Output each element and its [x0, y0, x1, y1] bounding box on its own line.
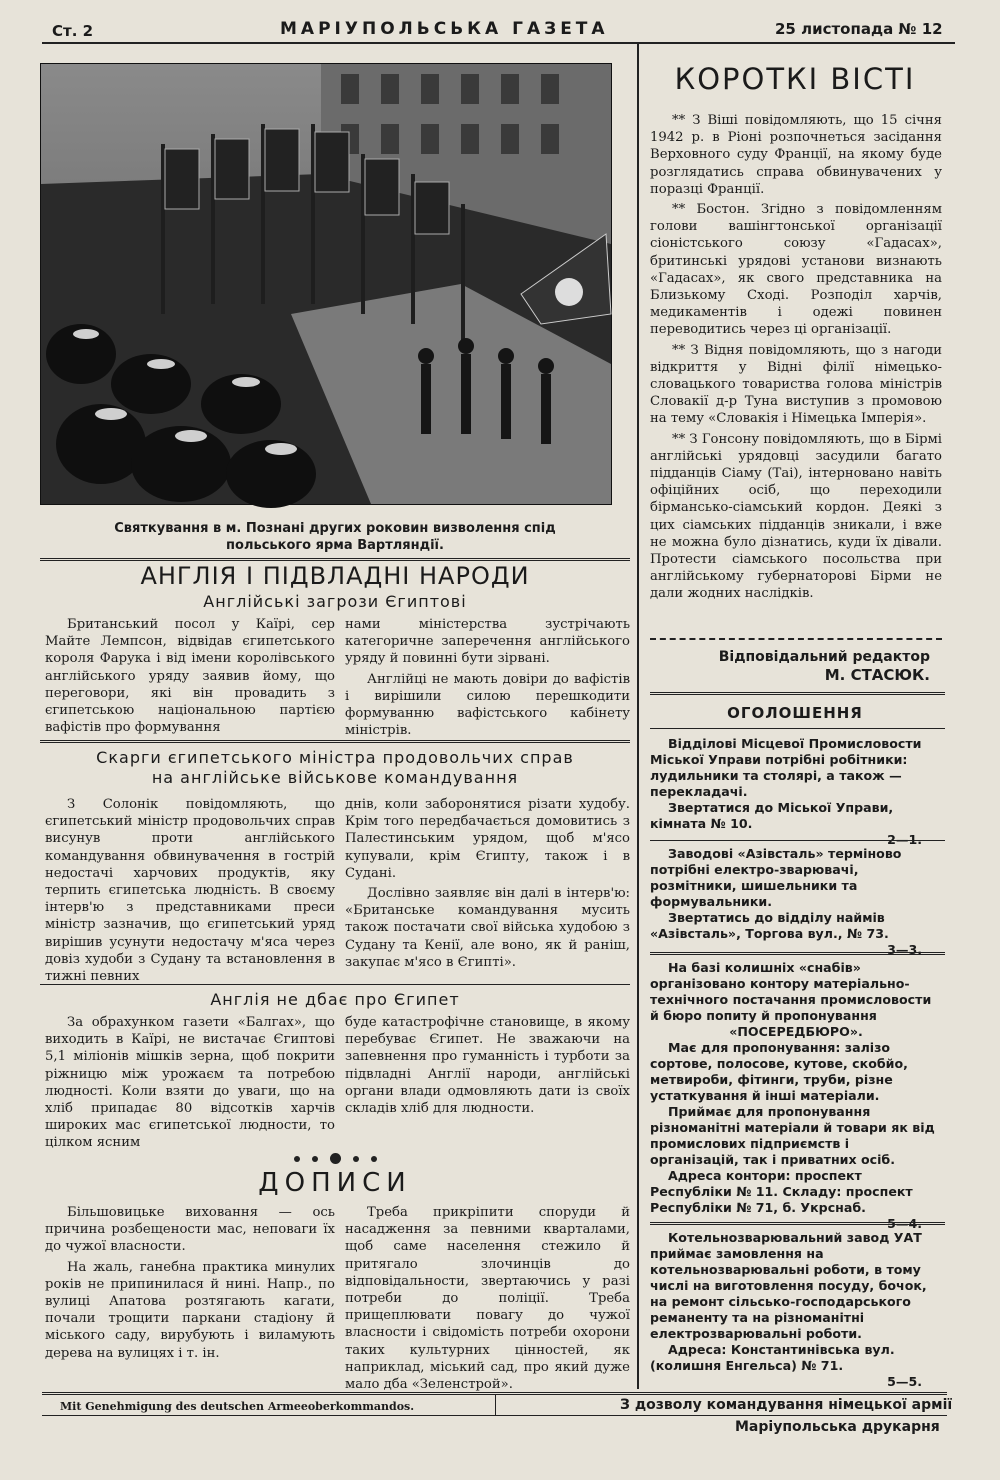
article2-title — [40, 748, 630, 788]
ad1-text: Відділові Місцевої Промисловости Міської Управи потрібні робітники: лудильники та столярі, а також — перекладачі. — [650, 736, 922, 799]
ad2-rule — [650, 952, 945, 955]
article3-title: Англія не дбає про Єгипет — [210, 990, 460, 1009]
ad3-rule — [650, 1222, 945, 1225]
ad-2 — [650, 846, 942, 958]
article4-title: ДОПИСИ — [258, 1168, 412, 1198]
ads-title-rule — [650, 728, 945, 729]
ornament-dot — [371, 1156, 377, 1162]
footer-divider — [495, 1394, 496, 1416]
ad1-number: 2—1. — [887, 832, 922, 847]
news-item: ** З Віші повідомляють, що 15 січня 1942 р. в Ріоні розпочнеться засідання Верховного суду Франції, на якому буде розглядатись справа обвинувачених у поразці Франції. — [650, 113, 942, 197]
ornament-dot-center — [330, 1153, 341, 1164]
editor-name: М. СТАСЮК. — [824, 666, 930, 684]
page-number: Ст. 2 — [52, 22, 94, 40]
editor-block — [650, 648, 930, 684]
masthead-rule — [42, 42, 955, 44]
article2-col2-text-b: Дослівно заявляє він далі в інтерв'ю: «Британське командування мусить також постачати свої війська худобою з Судану та Кенії, але воно, як й раніш, закупає м'ясо в Єгипті». — [345, 886, 630, 970]
ad1-rule — [650, 840, 945, 841]
article4-col2 — [345, 1204, 630, 1393]
caption-line-2: польського ярма Вартляндії. — [226, 538, 444, 553]
ads-title: ОГОЛОШЕННЯ — [727, 704, 863, 722]
article1-col1-text: Британський посол у Каїрі, сер Майте Лемпсон, відвідав єгипетського короля Фарука і від імени королівського англійського уряду заявив йому, що переговори, які він провадить з єгипетською національною партією вафістів про формування — [45, 617, 335, 736]
article1-col2-text-b: Англійці не мають довіри до вафістів і вирішили силою перешкодити формуванню вафістського кабінету міністрів. — [345, 671, 630, 739]
ad4-number: 5—5. — [887, 1374, 922, 1389]
article4-col2-text: Треба прикріпити споруди й насадження за певними кварталами, щоб саме населення стежило й притягало злочинців до відповідальности, звертаючись у разі потреби до поліції. Треба прищеплювати повагу до чужої власности і свідомість потреби охорони таких культурних цінностей, як наприклад, міський сад, про який дуже мало дба «Зеленстрой». — [345, 1205, 630, 1393]
article2-title-line-2: на англійське військове командування — [151, 768, 519, 787]
article3-col1-text: За обрахунком газети «Балгах», що виходить в Каїрі, не вистачає Єгиптові 5,1 міліонів мішків зерна, щоб покрити ріжницю між урожаєм та потребою людності. Коли взяти до уваги, що на хліб припадає 80 відсотків харчів широких мас єгипетської людности, то цілком ясним — [45, 1015, 335, 1151]
article1-col1 — [45, 616, 335, 736]
article1-col2 — [345, 616, 630, 739]
ad3-number: 5—4. — [887, 1216, 922, 1231]
ad-4 — [650, 1230, 942, 1390]
editor-label: Відповідальний редактор — [718, 649, 930, 665]
news-item: ** Бостон. Згідно з повідомленням голови вашінгтонської організації сіоністського союзу «Гадасах», бритинські урядові установи визнають «Гадасах», як свого представника на Близькому Сході. Розподіл харчів, медикаментів і одежі повинен переводитись через ці організації. — [650, 202, 942, 338]
ornament-dot — [312, 1156, 318, 1162]
article1-rule — [40, 740, 630, 743]
article2-col2-text: днів, коли заборонятися різати худобу. Крім того передбачається домовитись з Палестинським урядом, щоб м'ясо купували, крім Єгипту, також і в Судані. — [345, 797, 630, 881]
article2-title-line-1: Скарги єгипетського міністра продовольчих справ — [96, 748, 574, 767]
news-item: ** З Гонсону повідомляють, що в Бірмі англійські урядовці засудили багато підданців Сіаму (Таі), інтерновано навіть офіційних осіб, що переходили бірмансько-сіамський кордон. Деякі з цих сіамських підданців зникали, і вже не можна було дізнатись, куди їх дівали. Протести сіамського посольства при англійському губернаторові Бірми не дали жодних наслідків. — [650, 431, 942, 602]
ad3-intro: На базі колишніх «снабів» організовано контору матеріально-технічного постачання промисловости й бюро попиту й пропонування — [650, 960, 932, 1023]
ad3-offer: Має для пропонування: залізо сортове, полосове, кутове, скобйо, метвироби, фітинги, труби, різне устаткування й інші матеріали. — [650, 1040, 908, 1103]
footer-printer: Маріупольська друкарня — [735, 1419, 940, 1435]
article1-col2-text: нами міністерства зустрічають категоричне заперечення англійського уряду й повинні бути зірвані. — [345, 617, 630, 667]
ad4-address: Адреса: Константинівська вул. (колишня Енгельса) № 71. — [650, 1342, 895, 1373]
news-rule — [650, 638, 942, 640]
article3-col2 — [345, 1014, 630, 1144]
parade-photo — [40, 63, 612, 505]
article1-subtitle: Англійські загрози Єгиптові — [203, 592, 467, 611]
editor-rule — [650, 692, 945, 695]
ornament-dot — [294, 1156, 300, 1162]
footer-german: Mit Genehmigung des deutschen Armeeoberkommandos. — [60, 1400, 415, 1413]
article2-col2 — [345, 796, 630, 976]
news-title: КОРОТКІ ВІСТІ — [674, 62, 916, 96]
article1-title: АНГЛІЯ І ПІДВЛАДНІ НАРОДИ — [140, 562, 530, 590]
parade-photo-illustration — [41, 64, 611, 504]
newspaper-title: МАРІУПОЛЬСЬКА ГАЗЕТА — [280, 19, 609, 39]
article2-rule — [40, 984, 630, 985]
article3-col2-text: буде катастрофічне становище, в якому перебуває Єгипет. Не зважаючи на запевнення про гуманність і турботи за підвладні Англії народи, англійські органи влади одмовляють дати із своїх складів хліб для людности. — [345, 1015, 630, 1117]
ad-3 — [650, 960, 942, 1232]
section-ornament — [40, 1153, 630, 1164]
article4-col1-text-b: На жаль, ганебна практика минулих років не припинилася й нині. Напр., по вулиці Апатова розтягають кагати, почали трощити паркани стадіону й міського саду, вирубують і виламують дерева на вулицях і т. ін. — [45, 1259, 335, 1361]
photo-caption — [40, 520, 630, 554]
footer-rule-2 — [42, 1415, 947, 1416]
article3-col1 — [45, 1014, 335, 1151]
article2-col1-text: З Солонік повідомляють, що єгипетський міністр продовольчих справ висунув проти англійського командування обвинувачення в гострій недостачі харчових продуктів, яку терпить єгипетська людність. В своєму інтерв'ю з представниками преси міністр зазначив, що єгипетський уряд вирішив усунути недостачу м'яса через довіз худоби з Судану та встановлення в тижні певних — [45, 797, 335, 985]
caption-rule — [40, 558, 630, 561]
ad3-bureau-name: «ПОСЕРЕДБЮРО». — [729, 1024, 863, 1039]
footer-permit: З дозволу командування німецької армії — [620, 1397, 953, 1413]
ad4-text: Котельнозварювальний завод УАТ приймає замовлення на котельнозварювальні роботи, в тому числі на виготовлення посуду, бочок, на ремонт сільсько-господарського реманенту та на різноманітні електрозварювальні роботи. — [650, 1230, 927, 1341]
issue-date: 25 листопада № 12 — [775, 20, 943, 38]
news-item: ** З Відня повідомляють, що з нагоди відкриття у Відні філії німецько-словацького товариства голова міністрів Словакії д-р Туна виступив з промовою на тему «Словакія і Німецька Імперія». — [650, 342, 942, 427]
ornament-dot — [353, 1156, 359, 1162]
article2-col1 — [45, 796, 335, 985]
ad2-number: 3—3. — [887, 942, 922, 957]
ad2-text: Заводові «Азівсталь» терміново потрібні електро-зварювачі, розмітники, шишельники та формувальники. — [650, 846, 902, 909]
ad2-contact: Звертатись до відділу наймів «Азівсталь», Торгова вул., № 73. — [650, 910, 889, 941]
ad3-address: Адреса контори: проспект Республіки № 11. Складу: проспект Республіки № 71, б. Укрснаб. — [650, 1168, 913, 1215]
caption-line-1: Святкування в м. Познані других роковин визволення спід — [114, 521, 556, 536]
ad1-contact: Звертатися до Міської Управи, кімната № 10. — [650, 800, 894, 831]
article4-col1-text: Більшовицьке виховання — ось причина розбещености мас, неповаги їх до чужої власности. — [45, 1205, 335, 1255]
article4-col1 — [45, 1204, 335, 1384]
ad-1 — [650, 736, 942, 848]
ad3-accept: Приймає для пропонування різноманітні матеріали й товари як від промислових підприємств і організацій, так і приватних осіб. — [650, 1104, 935, 1167]
news-body — [650, 112, 942, 632]
column-divider — [637, 44, 639, 1389]
